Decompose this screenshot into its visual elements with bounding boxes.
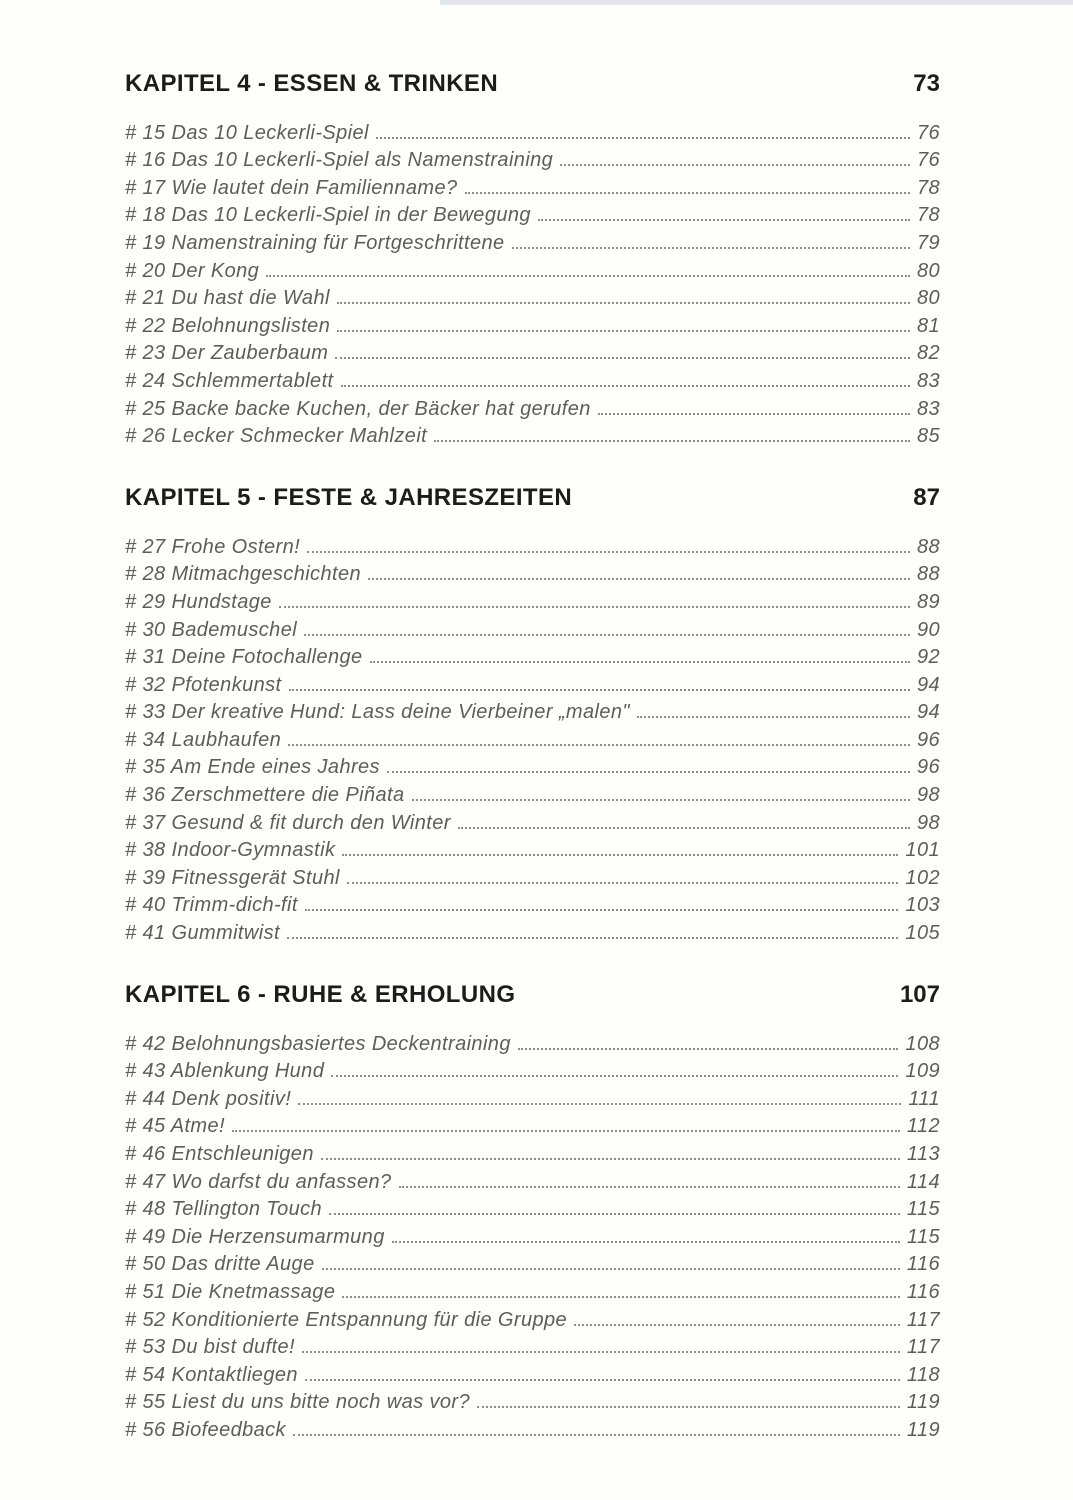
toc-entry [125,918,940,946]
entry-page-number: 116 [906,1280,940,1303]
entry-page-number: 76 [916,121,940,144]
entry-label: # 21 Du hast die Wahl [125,287,330,310]
entry-label: # 15 Das 10 Leckerli-Spiel [125,121,369,144]
toc-entry [125,615,940,643]
toc-entry [125,173,940,201]
toc-entry [125,422,940,450]
entry-page-number: 78 [916,176,940,199]
toc-entry [125,1084,940,1112]
entry-page-number: 109 [905,1060,940,1083]
dotted-leader [477,1406,900,1408]
dotted-leader [560,164,910,166]
dotted-leader [232,1130,900,1132]
entry-page-number: 112 [906,1115,940,1138]
entry-page-number: 102 [905,866,940,889]
entry-label: # 48 Tellington Touch [125,1198,323,1221]
entry-page-number: 101 [905,839,940,862]
toc-entry [125,560,940,588]
toc-entry [125,808,940,836]
entry-label: # 31 Deine Fotochallenge [125,646,363,669]
dotted-leader [392,1241,900,1243]
entry-label: # 51 Die Knetmassage [125,1280,336,1303]
toc-entry [125,339,940,367]
entry-page-number: 115 [906,1198,940,1221]
dotted-leader [329,1213,900,1215]
dotted-leader [341,385,910,387]
entry-label: # 26 Lecker Schmecker Mahlzeit [125,425,428,448]
toc-entry [125,201,940,229]
toc-entry [125,753,940,781]
dotted-leader [458,827,910,829]
dotted-leader [266,275,910,277]
entry-label: # 17 Wie lautet dein Familienname? [125,176,458,199]
entry-page-number: 94 [916,673,940,696]
entry-page-number: 108 [905,1032,940,1055]
dotted-leader [538,219,910,221]
toc-section [125,70,940,449]
entry-label: # 27 Frohe Ostern! [125,535,301,558]
toc-section [125,981,940,1443]
entry-page-number: 119 [906,1418,940,1441]
entry-label: # 33 Der kreative Hund: Lass deine Vierbeiner „malen" [125,701,630,724]
toc-entry [125,1250,940,1278]
entry-page-number: 96 [916,756,940,779]
toc-entry [125,256,940,284]
entry-label: # 18 Das 10 Leckerli-Spiel in der Bewegung [125,204,531,227]
entry-label: # 22 Belohnungslisten [125,314,331,337]
chapter-entries [125,118,940,449]
toc-entry [125,1388,940,1416]
entry-label: # 53 Du bist dufte! [125,1336,295,1359]
entry-page-number: 113 [906,1143,940,1165]
toc-entry [125,643,940,671]
toc-entry [125,228,940,256]
chapter-header [125,981,940,1013]
dotted-leader [337,330,910,332]
dotted-leader [342,854,898,856]
entry-label: # 28 Mitmachgeschichten [125,563,361,586]
chapter-page-number: 107 [899,981,940,1009]
entry-label: # 25 Backe backe Kuchen, der Bäcker hat gerufen [125,397,591,420]
entry-page-number: 82 [916,342,940,365]
dotted-leader [293,1434,900,1436]
toc-sections [125,70,940,1443]
entry-page-number: 81 [916,314,940,337]
toc-entry [125,1139,940,1167]
entry-page-number: 98 [916,784,940,807]
chapter-title: KAPITEL 4 - ESSEN & TRINKEN [125,70,499,97]
entry-label: # 52 Konditionierte Entspannung für die Gruppe [125,1308,568,1331]
toc-entry [125,725,940,753]
entry-page-number: 94 [916,701,940,724]
entry-label: # 29 Hundstage [125,590,272,613]
entry-page-number: 103 [905,894,940,917]
dotted-leader [289,689,910,691]
entry-page-number: 83 [916,369,940,392]
toc-entry [125,587,940,615]
entry-label: # 34 Laubhaufen [125,728,282,751]
dotted-leader [288,744,910,746]
entry-page-number: 78 [916,204,940,227]
chapter-page-number: 87 [913,484,940,512]
dotted-leader [304,634,910,636]
entry-page-number: 80 [916,259,940,282]
dotted-leader [598,413,910,415]
entry-page-number: 92 [916,646,940,669]
chapter-page-number: 73 [913,70,940,97]
entry-label: # 41 Gummitwist [125,922,280,945]
toc-entry [125,284,940,312]
toc-entry [125,1360,940,1388]
entry-page-number: 88 [916,563,940,586]
entry-label: # 44 Denk positiv! [125,1087,292,1110]
toc-entry [125,1057,940,1085]
entry-label: # 40 Trimm-dich-fit [125,894,298,917]
dotted-leader [302,1351,900,1353]
toc-entry [125,891,940,919]
entry-page-number: 76 [916,149,940,172]
entry-label: # 16 Das 10 Leckerli-Spiel als Namenstraining [125,149,554,172]
dotted-leader [305,909,899,911]
toc-entry [125,1195,940,1223]
entry-label: # 55 Liest du uns bitte noch was vor? [125,1391,471,1414]
entry-label: # 19 Namenstraining für Fortgeschrittene [125,231,505,254]
dotted-leader [331,1075,898,1077]
dotted-leader [347,882,899,884]
chapter-title: KAPITEL 6 - RUHE & ERHOLUNG [125,981,516,1009]
dotted-leader [287,937,898,939]
toc-entry [125,118,940,146]
entry-page-number: 111 [908,1087,940,1110]
dotted-leader [512,247,910,249]
dotted-leader [298,1103,901,1105]
toc-entry [125,698,940,726]
toc-entry [125,394,940,422]
entry-page-number: 88 [916,535,940,558]
entry-label: # 30 Bademuschel [125,618,298,641]
dotted-leader [307,551,910,553]
toc-section [125,484,940,946]
dotted-leader [518,1048,899,1050]
toc-entry [125,1167,940,1195]
entry-label: # 38 Indoor-Gymnastik [125,839,336,862]
entry-label: # 56 Biofeedback [125,1418,286,1441]
entry-page-number: 89 [916,590,940,613]
chapter-entries [125,1029,940,1443]
entry-label: # 20 Der Kong [125,259,260,282]
entry-page-number: 115 [906,1225,940,1248]
entry-page-number: 83 [916,397,940,420]
chapter-header [125,70,940,102]
dotted-leader [412,799,910,801]
dotted-leader [305,1379,900,1381]
dotted-leader [387,771,910,773]
entry-label: # 43 Ablenkung Hund [125,1060,325,1083]
entry-page-number: 119 [906,1391,940,1414]
toc-entry [125,1222,940,1250]
entry-page-number: 96 [916,728,940,751]
entry-page-number: 118 [906,1363,940,1386]
page-edge-scan-artifact [440,0,1073,5]
entry-label: # 46 Entschleunigen [125,1143,314,1165]
entry-label: # 42 Belohnungsbasiertes Deckentraining [125,1032,511,1055]
entry-label: # 32 Pfotenkunst [125,673,282,696]
entry-page-number: 90 [916,618,940,641]
entry-page-number: 98 [916,811,940,834]
entry-label: # 50 Das dritte Auge [125,1253,315,1276]
dotted-leader [335,357,910,359]
entry-page-number: 79 [916,231,940,254]
entry-label: # 37 Gesund & fit durch den Winter [125,811,451,834]
dotted-leader [337,302,910,304]
dotted-leader [637,716,910,718]
dotted-leader [342,1296,900,1298]
entry-page-number: 105 [905,922,940,945]
entry-page-number: 117 [906,1308,940,1331]
entry-label: # 54 Kontaktliegen [125,1363,298,1386]
entry-label: # 36 Zerschmettere die Piñata [125,784,405,807]
chapter-header [125,484,940,516]
toc-entry [125,1112,940,1140]
toc-entry [125,146,940,174]
entry-label: # 35 Am Ende eines Jahres [125,756,380,779]
toc-entry [125,780,940,808]
toc-entry [125,1277,940,1305]
entry-page-number: 116 [906,1253,940,1276]
chapter-title: KAPITEL 5 - FESTE & JAHRESZEITEN [125,484,573,512]
toc-entry [125,311,940,339]
entry-label: # 49 Die Herzensumarmung [125,1225,385,1248]
toc-entry [125,1029,940,1057]
dotted-leader [321,1158,900,1160]
toc-entry [125,670,940,698]
entry-page-number: 114 [906,1170,940,1193]
dotted-leader [399,1186,900,1188]
entry-label: # 23 Der Zauberbaum [125,342,329,365]
toc-entry [125,532,940,560]
dotted-leader [368,578,910,580]
dotted-leader [574,1324,900,1326]
toc-entry [125,366,940,394]
toc-entry [125,836,940,864]
entry-label: # 47 Wo darfst du anfassen? [125,1170,392,1193]
dotted-leader [279,606,910,608]
dotted-leader [370,661,910,663]
entry-page-number: 117 [906,1336,940,1359]
entry-page-number: 85 [916,425,940,448]
dotted-leader [434,440,910,442]
toc-entry [125,863,940,891]
entry-label: # 24 Schlemmertablett [125,369,334,392]
dotted-leader [465,192,910,194]
dotted-leader [322,1268,900,1270]
toc-entry [125,1333,940,1361]
dotted-leader [376,137,910,139]
entry-label: # 39 Fitnessgerät Stuhl [125,866,340,889]
entry-page-number: 80 [916,287,940,310]
toc-entry [125,1415,940,1443]
chapter-entries [125,532,940,946]
entry-label: # 45 Atme! [125,1115,225,1138]
toc-entry [125,1305,940,1333]
